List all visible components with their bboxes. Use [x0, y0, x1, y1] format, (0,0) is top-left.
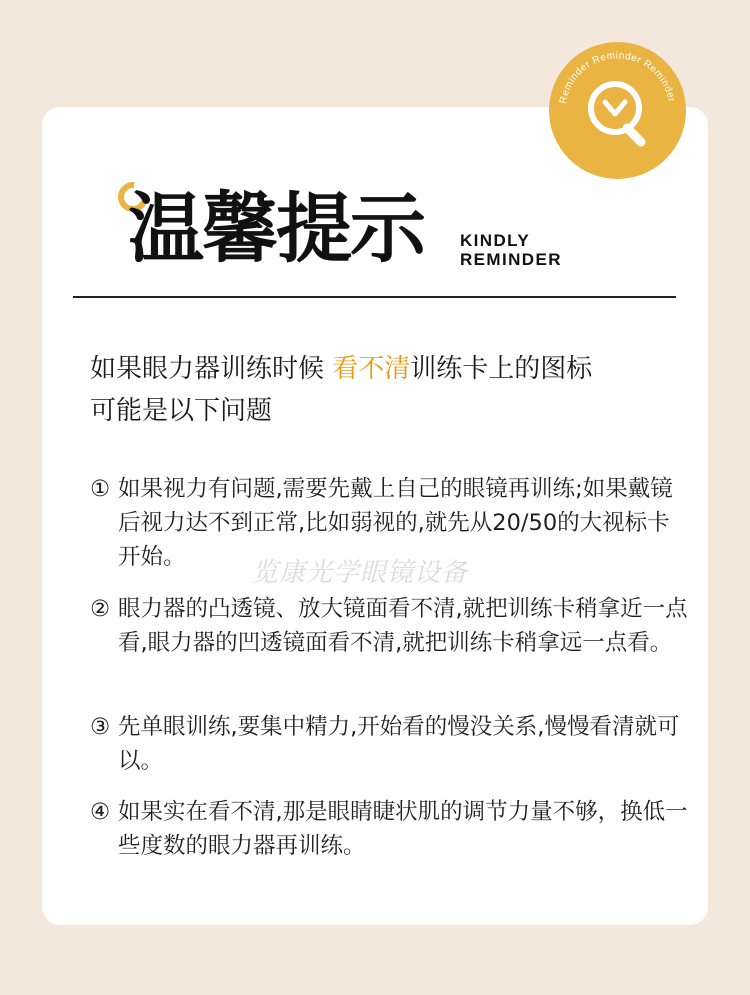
- tip-text: 如果实在看不清,那是眼睛睫状肌的调节力量不够，换低一些度数的眼力器再训练。: [118, 799, 688, 859]
- tip-item-2: [90, 592, 690, 660]
- title-english: [460, 232, 562, 268]
- title-english-line1: KINDLY: [460, 231, 531, 250]
- intro-part2: 训练卡上的图标: [410, 354, 593, 384]
- intro-line1: [90, 348, 690, 390]
- tip-text: 眼力器的凸透镜、放大镜面看不清,就把训练卡稍拿近一点看,眼力器的凹透镜面看不清,就把训练卡稍拿远一点看。: [118, 596, 688, 656]
- divider: [73, 296, 676, 298]
- title-english-line2: REMINDER: [460, 250, 562, 269]
- badge-ring-text: Reminder Reminder Reminder: [557, 50, 677, 105]
- intro-part1: 如果眼力器训练时候: [90, 354, 333, 384]
- watermark: 览康光学眼镜设备: [252, 558, 469, 588]
- intro-line2: 可能是以下问题: [90, 396, 273, 426]
- tip-item-4: [90, 795, 690, 863]
- tip-item-3: [90, 710, 690, 778]
- lightbulb-icon: [549, 42, 686, 179]
- reminder-badge: [549, 42, 686, 179]
- tip-number: ③: [90, 714, 111, 740]
- tip-text: 如果视力有问题,需要先戴上自己的眼镜再训练;如果戴镜后视力达不到正常,比如弱视的,就先从20/50的大视标卡开始。: [118, 476, 673, 570]
- tip-number: ②: [90, 596, 111, 622]
- tip-number: ④: [90, 799, 111, 825]
- intro-highlight: 看不清: [332, 354, 411, 384]
- intro-text: [90, 348, 690, 432]
- tip-number: ①: [90, 476, 111, 502]
- tip-text: 先单眼训练,要集中精力,开始看的慢没关系,慢慢看清就可以。: [118, 714, 680, 774]
- page-title: 温馨提示: [128, 184, 424, 273]
